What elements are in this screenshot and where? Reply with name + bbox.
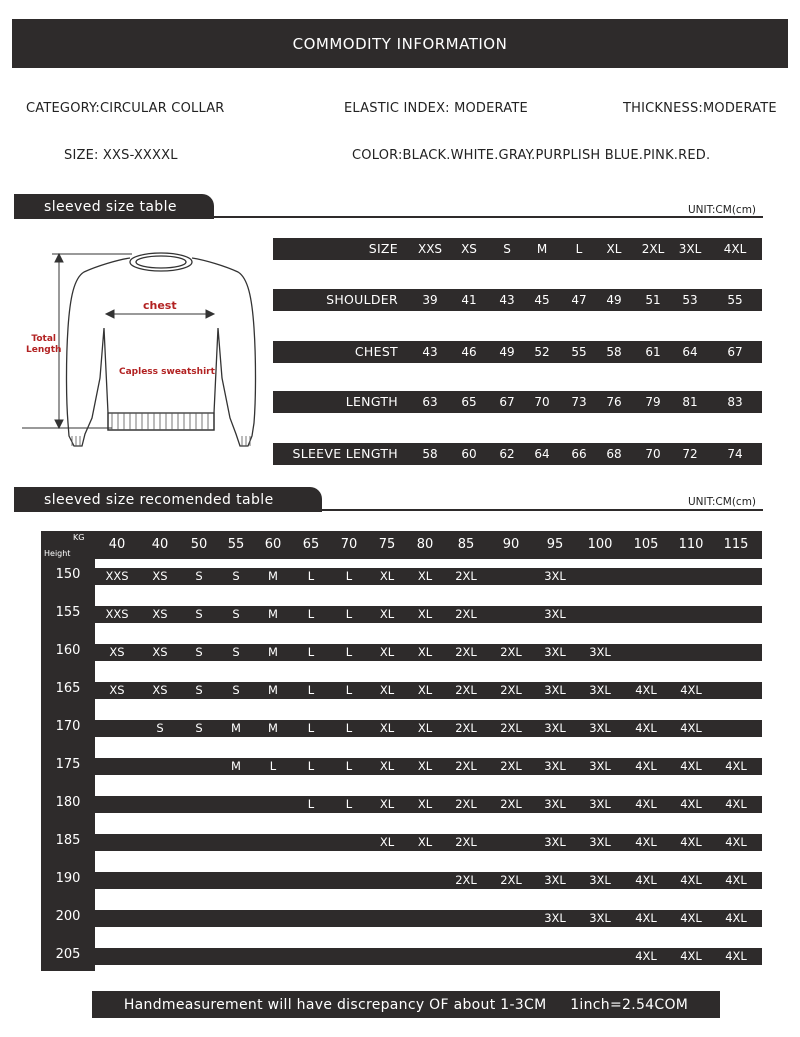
size-table-cell: 70 xyxy=(645,447,661,461)
size-table-row-label: LENGTH xyxy=(345,394,398,409)
height-cell: 200 xyxy=(55,909,81,924)
rec-table-cell: 4XL xyxy=(680,835,702,849)
rec-table-cell: S xyxy=(232,607,240,621)
rec-table-cell: L xyxy=(307,607,315,621)
rec-table-cell: 4XL xyxy=(680,759,702,773)
height-cell: 180 xyxy=(55,795,81,810)
weight-header-cell: 85 xyxy=(457,537,475,552)
rec-table-cell: 4XL xyxy=(635,873,657,887)
rec-table-cell: XL xyxy=(379,645,395,659)
rec-table-cell: 2XL xyxy=(500,759,522,773)
size-table-cell: 60 xyxy=(461,447,477,461)
total-length-label xyxy=(26,334,61,356)
rec-table-cell: 4XL xyxy=(635,721,657,735)
rec-table-cell: 4XL xyxy=(635,759,657,773)
size-table-cell: 70 xyxy=(534,395,550,409)
rec-table-cell: L xyxy=(345,683,353,697)
size-table-cell: 83 xyxy=(727,395,743,409)
rec-table-cell: XXS xyxy=(105,607,129,621)
rec-table-cell: M xyxy=(231,759,241,773)
size-table-cell: 74 xyxy=(727,447,743,461)
rec-table-cell: 3XL xyxy=(589,645,611,659)
rec-table-cell: 4XL xyxy=(635,949,657,963)
rec-table-cell: XXS xyxy=(105,569,129,583)
rec-table-cell: M xyxy=(268,569,278,583)
kg-label: KG xyxy=(73,533,85,542)
weight-header-cell: 65 xyxy=(302,537,320,552)
size-table-section-title: sleeved size table xyxy=(44,198,177,215)
rec-table-cell: 3XL xyxy=(589,759,611,773)
rec-table-cell: L xyxy=(345,797,353,811)
height-cell: 175 xyxy=(55,757,81,772)
size-table-cell: 58 xyxy=(422,447,438,461)
rec-table-cell: 2XL xyxy=(455,683,477,697)
rec-table-cell: 2XL xyxy=(455,569,477,583)
weight-header-cell: 60 xyxy=(264,537,282,552)
rec-table-cell: 4XL xyxy=(680,721,702,735)
rec-table-cell: S xyxy=(195,607,203,621)
rec-table-cell: 2XL xyxy=(455,835,477,849)
rec-table-cell: 4XL xyxy=(635,683,657,697)
size-table-cell: 52 xyxy=(534,345,550,359)
rec-table-cell: XL xyxy=(379,569,395,583)
weight-header-cell: 80 xyxy=(416,537,434,552)
color-info: COLOR:BLACK.WHITE.GRAY.PURPLISH BLUE.PINK.RED. xyxy=(352,148,711,163)
rec-table-cell: XL xyxy=(417,645,433,659)
rec-table-cell: 4XL xyxy=(680,949,702,963)
height-cell: 155 xyxy=(55,605,81,620)
rec-table-cell: 4XL xyxy=(725,835,747,849)
rec-table-cell: XS xyxy=(152,645,168,659)
height-label: Height xyxy=(44,549,71,558)
rec-table-cell: 3XL xyxy=(589,873,611,887)
rec-table-cell: XL xyxy=(379,683,395,697)
weight-header-cell: 75 xyxy=(378,537,396,552)
height-cell: 170 xyxy=(55,719,81,734)
rec-table-cell: 3XL xyxy=(589,797,611,811)
rec-table-cell: S xyxy=(195,683,203,697)
size-table-cell: 67 xyxy=(727,345,743,359)
rec-table-cell: 3XL xyxy=(589,835,611,849)
garment-label: Capless sweatshirt xyxy=(119,367,215,377)
size-table-cell: L xyxy=(575,242,583,256)
size-table-cell: 68 xyxy=(606,447,622,461)
size-table-cell: 79 xyxy=(645,395,661,409)
rec-table-cell: 4XL xyxy=(725,759,747,773)
rec-table-cell: M xyxy=(268,607,278,621)
measurement-note-bar xyxy=(92,991,720,1018)
size-table-row-label: CHEST xyxy=(354,344,398,359)
size-table-cell: 4XL xyxy=(723,242,747,256)
size-table-cell: 39 xyxy=(422,293,438,307)
size-table-cell: 2XL xyxy=(641,242,665,256)
rec-table-cell: XL xyxy=(379,759,395,773)
rec-table-cell: 4XL xyxy=(680,683,702,697)
rec-table-cell: 2XL xyxy=(500,721,522,735)
rec-table-cell: XS xyxy=(152,683,168,697)
rec-table-cell: L xyxy=(307,645,315,659)
size-table-row-label: SIZE xyxy=(368,241,398,256)
rec-table-section-rule xyxy=(14,509,763,511)
size-table-row-label: SHOULDER xyxy=(326,292,398,307)
weight-header-cell: 70 xyxy=(340,537,358,552)
rec-table-cell: XL xyxy=(417,607,433,621)
rec-table-cell: XL xyxy=(417,835,433,849)
total-length-label-line1: Total xyxy=(31,334,56,344)
size-table-cell: 47 xyxy=(571,293,587,307)
size-table-row xyxy=(273,289,762,311)
weight-header-cell: 90 xyxy=(502,537,520,552)
rec-table-unit: UNIT:CM(cm) xyxy=(688,496,757,508)
height-cell: 150 xyxy=(55,567,81,582)
rec-table-cell: 3XL xyxy=(544,873,566,887)
rec-table-cell: XL xyxy=(417,683,433,697)
height-column xyxy=(41,531,95,971)
size-table-cell: 3XL xyxy=(678,242,702,256)
size-table-cell: 45 xyxy=(534,293,550,307)
weight-header-cell: 115 xyxy=(723,537,749,552)
size-table-section-rule xyxy=(14,216,763,218)
rec-table-cell: XL xyxy=(379,607,395,621)
rec-table-cell: S xyxy=(232,645,240,659)
height-cell: 205 xyxy=(55,947,81,962)
rec-table-cell: 4XL xyxy=(635,835,657,849)
size-table-row xyxy=(273,341,762,363)
weight-header-cell: 105 xyxy=(633,537,659,552)
size-range-info: SIZE: XXS-XXXXL xyxy=(64,148,178,163)
rec-table-cell: M xyxy=(231,721,241,735)
rec-table-cell: 2XL xyxy=(455,873,477,887)
rec-table-cell: 2XL xyxy=(500,873,522,887)
rec-table-cell: M xyxy=(268,721,278,735)
rec-table-cell: L xyxy=(345,569,353,583)
size-table-row-label: SLEEVE LENGTH xyxy=(292,446,398,461)
rec-table-cell: S xyxy=(195,721,203,735)
height-cell: 190 xyxy=(55,871,81,886)
size-table-cell: 72 xyxy=(682,447,698,461)
rec-table-row-band xyxy=(95,948,762,965)
rec-table-cell: 3XL xyxy=(544,911,566,925)
rec-table-cell: S xyxy=(195,645,203,659)
rec-table-cell: 3XL xyxy=(589,721,611,735)
rec-table-cell: 3XL xyxy=(544,683,566,697)
size-table-cell: 63 xyxy=(422,395,438,409)
size-table-cell: XS xyxy=(461,242,477,256)
rec-table-cell: 3XL xyxy=(589,911,611,925)
total-length-label-line2: Length xyxy=(26,345,62,355)
commodity-information-header xyxy=(12,19,788,68)
rec-table-cell: L xyxy=(345,759,353,773)
weight-header-cell: 110 xyxy=(678,537,704,552)
rec-table-cell: 3XL xyxy=(544,569,566,583)
rec-table-cell: S xyxy=(232,569,240,583)
size-table-unit: UNIT:CM(cm) xyxy=(688,204,757,216)
size-table-cell: 55 xyxy=(571,345,587,359)
rec-table-row-band xyxy=(95,872,762,889)
rec-table-cell: 3XL xyxy=(589,683,611,697)
thickness-info: THICKNESS:MODERATE xyxy=(623,101,777,116)
rec-table-row-band xyxy=(95,910,762,927)
size-table-row xyxy=(273,391,762,413)
size-table-cell: 46 xyxy=(461,345,477,359)
size-table-cell: XXS xyxy=(417,242,443,256)
weight-header-cell: 55 xyxy=(227,537,245,552)
rec-table-cell: XL xyxy=(417,721,433,735)
size-table-cell: 58 xyxy=(606,345,622,359)
weight-header-cell: 100 xyxy=(587,537,613,552)
size-table-cell: 43 xyxy=(499,293,515,307)
rec-table-cell: 2XL xyxy=(455,759,477,773)
rec-table-cell: L xyxy=(307,721,315,735)
rec-table-cell: 4XL xyxy=(725,873,747,887)
size-table-cell: 53 xyxy=(682,293,698,307)
rec-table-cell: 2XL xyxy=(500,797,522,811)
rec-table-cell: 4XL xyxy=(725,911,747,925)
size-table-cell: 81 xyxy=(682,395,698,409)
rec-table-cell: XL xyxy=(417,569,433,583)
rec-table-cell: XL xyxy=(379,721,395,735)
rec-table-cell: 4XL xyxy=(725,949,747,963)
size-table-cell: 66 xyxy=(571,447,587,461)
rec-table-cell: L xyxy=(307,569,315,583)
rec-table-cell: 2XL xyxy=(455,797,477,811)
size-table-cell: 51 xyxy=(645,293,661,307)
measurement-note: Handmeasurement will have discrepancy OF about 1-3CM 1inch=2.54COM xyxy=(123,996,689,1013)
rec-table-cell: XS xyxy=(109,645,125,659)
rec-table-cell: 3XL xyxy=(544,721,566,735)
weight-header-cell: 95 xyxy=(546,537,564,552)
rec-table-cell: S xyxy=(195,569,203,583)
size-table-cell: 64 xyxy=(682,345,698,359)
size-table-cell: 55 xyxy=(727,293,743,307)
rec-table-cell: L xyxy=(307,683,315,697)
rec-table-cell: XL xyxy=(379,835,395,849)
height-cell: 165 xyxy=(55,681,81,696)
rec-table-section-title: sleeved size recomended table xyxy=(44,491,274,508)
rec-table-cell: 4XL xyxy=(635,911,657,925)
rec-table-cell: XL xyxy=(379,797,395,811)
size-table-cell: 43 xyxy=(422,345,438,359)
chest-label: chest xyxy=(143,299,177,312)
size-table-row xyxy=(273,238,762,260)
rec-table-cell: 3XL xyxy=(544,607,566,621)
weight-header-cell: 40 xyxy=(151,537,169,552)
rec-table-cell: 2XL xyxy=(455,645,477,659)
rec-table-cell: XL xyxy=(417,797,433,811)
rec-table-cell: 2XL xyxy=(455,607,477,621)
rec-table-cell: M xyxy=(268,645,278,659)
size-table-cell: 67 xyxy=(499,395,515,409)
size-table-row xyxy=(273,443,762,465)
size-table-cell: 41 xyxy=(461,293,477,307)
rec-table-cell: S xyxy=(156,721,164,735)
size-table-cell: 64 xyxy=(534,447,550,461)
size-table-cell: 62 xyxy=(499,447,515,461)
rec-table-cell: L xyxy=(345,721,353,735)
rec-table-cell: L xyxy=(307,759,315,773)
rec-table-cell: XL xyxy=(417,759,433,773)
rec-table-cell: 3XL xyxy=(544,759,566,773)
rec-table-cell: 3XL xyxy=(544,835,566,849)
weight-header-cell: 50 xyxy=(190,537,208,552)
weight-header-cell: 40 xyxy=(108,537,126,552)
rec-table-cell: M xyxy=(268,683,278,697)
elastic-index-info: ELASTIC INDEX: MODERATE xyxy=(344,101,528,116)
rec-table-cell: 4XL xyxy=(680,797,702,811)
size-table-cell: 49 xyxy=(499,345,515,359)
rec-table-cell: 4XL xyxy=(635,797,657,811)
height-cell: 185 xyxy=(55,833,81,848)
rec-table-cell: S xyxy=(232,683,240,697)
size-table-cell: 73 xyxy=(571,395,587,409)
rec-table-cell: 4XL xyxy=(680,873,702,887)
size-table-cell: 61 xyxy=(645,345,661,359)
rec-table-cell: L xyxy=(269,759,277,773)
rec-table-cell: 4XL xyxy=(725,797,747,811)
rec-table-cell: 2XL xyxy=(455,721,477,735)
size-table-cell: XL xyxy=(606,242,622,256)
rec-table-cell: XS xyxy=(109,683,125,697)
rec-table-cell: 2XL xyxy=(500,645,522,659)
rec-table-cell: 2XL xyxy=(500,683,522,697)
category-info: CATEGORY:CIRCULAR COLLAR xyxy=(26,101,225,116)
size-table-cell: S xyxy=(503,242,511,256)
size-table-cell: M xyxy=(536,242,548,256)
rec-table-cell: 4XL xyxy=(680,911,702,925)
rec-table-cell: L xyxy=(307,797,315,811)
size-table-cell: 49 xyxy=(606,293,622,307)
rec-table-cell: XS xyxy=(152,569,168,583)
height-cell: 160 xyxy=(55,643,81,658)
rec-table-cell: L xyxy=(345,645,353,659)
rec-table-cell: 3XL xyxy=(544,645,566,659)
rec-table-cell: XS xyxy=(152,607,168,621)
size-table-cell: 76 xyxy=(606,395,622,409)
rec-table-cell: L xyxy=(345,607,353,621)
header-title: COMMODITY INFORMATION xyxy=(292,34,508,53)
rec-table-cell: 3XL xyxy=(544,797,566,811)
size-table-cell: 65 xyxy=(461,395,477,409)
